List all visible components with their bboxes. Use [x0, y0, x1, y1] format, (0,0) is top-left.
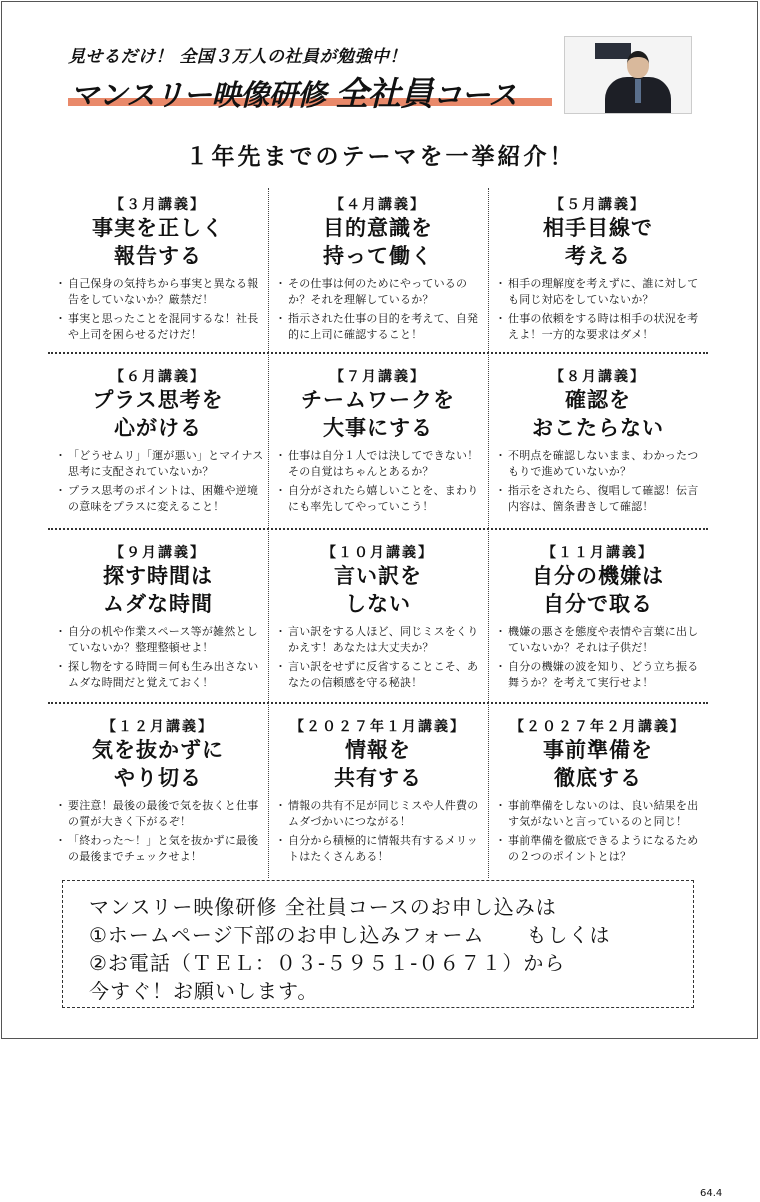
lecture-points	[278, 448, 486, 518]
lecture-point: ・ 事前準備を徹底できるようになるための２つのポイントとは？	[498, 833, 706, 865]
apply-line-1: マンスリー映像研修 全社員コースのお申し込みは	[89, 895, 557, 919]
lecturer-head	[627, 51, 649, 78]
lecture-theme	[488, 386, 708, 442]
lecture-theme-line-1: 確認を	[565, 388, 631, 412]
page-title	[70, 68, 517, 115]
title-main: マンスリー映像研修	[70, 78, 336, 112]
lecture-theme-line-2: おこたらない	[532, 416, 664, 440]
lecture-point: ・ 事実と思ったことを混同するな！社長や上司を困らせるだけだ！	[58, 311, 266, 343]
lecture-point: ・ その仕事は何のためにやっているのか？それを理解しているか？	[278, 276, 486, 308]
lecture-theme	[488, 562, 708, 618]
lecture-point: ・ 自己保身の気持ちから事実と異なる報告をしていないか？厳禁だ！	[58, 276, 266, 308]
lecture-point: ・ 「終わった～！」と気を抜かずに最後の最後までチェックせよ！	[58, 833, 266, 865]
lecture-card	[268, 538, 488, 714]
lecture-points	[498, 798, 706, 868]
lecturer-video-thumbnail	[564, 36, 692, 114]
lecture-points	[278, 798, 486, 868]
lecture-month: 【１０月講義】	[322, 545, 434, 561]
lecture-card	[48, 190, 268, 366]
lecture-month: 【１１月講義】	[542, 545, 654, 561]
lecture-point: ・ 事前準備をしないのは、良い結果を出す気がないと言っているのと同じ！	[498, 798, 706, 830]
lecture-theme-line-2: 徹底する	[554, 766, 642, 790]
lecture-theme-line-2: 大事にする	[323, 416, 433, 440]
apply-line-4: 今すぐ！お願いします。	[89, 979, 319, 1003]
lecture-month: 【５月講義】	[550, 197, 646, 213]
lecture-point: ・ 機嫌の悪さを態度や表情や言葉に出していないか？それは子供だ！	[498, 624, 706, 656]
lecture-theme-line-1: 探す時間は	[103, 564, 213, 588]
tagline: 見せるだけ！ 全国３万人の社員が勉強中！	[68, 47, 407, 67]
lecture-card	[268, 190, 488, 366]
lecture-theme	[488, 214, 708, 270]
lecture-theme-line-2: 共有する	[334, 766, 422, 790]
lecture-month: 【９月講義】	[110, 545, 206, 561]
lecture-theme-line-2: 持って働く	[323, 244, 433, 268]
lecture-theme	[48, 386, 268, 442]
lecture-point: ・ 不明点を確認しないまま、わかったつもりで進めていないか？	[498, 448, 706, 480]
lecture-card	[488, 190, 708, 366]
lecture-point: ・ 指示をされたら、復唱して確認！伝言内容は、箇条書きして確認！	[498, 483, 706, 515]
lecture-month: 【６月講義】	[110, 369, 206, 385]
lecture-card	[488, 538, 708, 714]
lecture-point: ・ 仕事の依頼をする時は相手の状況を考えよ！一方的な要求はダメ！	[498, 311, 706, 343]
lecturer-tie	[635, 79, 641, 103]
lecture-point: ・ 言い訳をする人ほど、同じミスをくりかえす！あなたは大丈夫か？	[278, 624, 486, 656]
lecture-theme-line-2: 心がける	[114, 416, 202, 440]
lecture-points	[498, 448, 706, 518]
apply-line-2: ①ホームページ下部のお申し込みフォーム もしくは	[89, 923, 611, 947]
lecture-points	[498, 276, 706, 346]
lecture-points	[58, 448, 266, 518]
lecture-theme-line-2: 報告する	[114, 244, 202, 268]
lecture-point: ・ 自分から積極的に情報共有するメリットはたくさんある！	[278, 833, 486, 865]
lecture-theme-line-2: やり切る	[114, 766, 202, 790]
lecture-theme-line-2: しない	[345, 592, 411, 616]
lecture-point: ・ 仕事は自分１人では決してできない！その自覚はちゃんとあるか？	[278, 448, 486, 480]
lecture-month: 【３月講義】	[110, 197, 206, 213]
page-number: 64.4	[700, 1188, 723, 1199]
lecture-theme-line-1: 事実を正しく	[92, 216, 224, 240]
lecture-theme	[48, 214, 268, 270]
lecture-theme-line-2: ムダな時間	[103, 592, 213, 616]
lecture-theme	[48, 562, 268, 618]
lecture-theme	[268, 214, 488, 270]
application-box	[62, 880, 694, 1008]
lecture-point: ・ 自分がされたら嬉しいことを、まわりにも率先してやっていこう！	[278, 483, 486, 515]
lecture-theme	[488, 736, 708, 792]
lecture-card	[48, 362, 268, 538]
lecture-card	[268, 712, 488, 888]
lecture-point: ・ 言い訳をせずに反省することこそ、あなたの信頼感を守る秘訣！	[278, 659, 486, 691]
lecture-points	[278, 624, 486, 694]
lecture-theme-line-1: プラス思考を	[92, 388, 224, 412]
section-heading: １年先までのテーマを一挙紹介！	[185, 144, 576, 170]
apply-line-3: ②お電話（ＴＥＬ：０３-５９５１-０６７１）から	[89, 951, 566, 975]
lecture-card	[268, 362, 488, 538]
lecture-theme	[48, 736, 268, 792]
lecture-card	[48, 538, 268, 714]
lecture-theme-line-1: 気を抜かずに	[92, 738, 224, 762]
lecture-card	[488, 362, 708, 538]
lecture-theme-line-1: 事前準備を	[543, 738, 653, 762]
lecture-point: ・ 自分の機嫌の波を知り、どう立ち振る舞うか？を考えて実行せよ！	[498, 659, 706, 691]
lecture-theme-line-1: 言い訳を	[334, 564, 422, 588]
lecture-points	[498, 624, 706, 694]
title-block	[68, 68, 552, 113]
lecture-card	[48, 712, 268, 888]
lecture-points	[278, 276, 486, 346]
lecture-card	[488, 712, 708, 888]
lecture-points	[58, 276, 266, 346]
lecture-theme-line-1: 相手目線で	[543, 216, 653, 240]
lecture-point: ・ 指示された仕事の目的を考えて、自発的に上司に確認すること！	[278, 311, 486, 343]
lecture-month: 【１２月講義】	[102, 719, 214, 735]
lecture-month: 【７月講義】	[330, 369, 426, 385]
lecture-point: ・ 相手の理解度を考えずに、誰に対しても同じ対応をしていないか？	[498, 276, 706, 308]
lecture-point: ・ 情報の共有不足が同じミスや人件費のムダづかいにつながる！	[278, 798, 486, 830]
lecture-theme	[268, 736, 488, 792]
lecture-theme-line-1: 自分の機嫌は	[532, 564, 664, 588]
lecture-theme	[268, 562, 488, 618]
lecture-point: ・ 探し物をする時間＝何も生み出さないムダな時間だと覚えておく！	[58, 659, 266, 691]
lecture-theme-line-1: 情報を	[345, 738, 411, 762]
lecture-theme-line-1: チームワークを	[301, 388, 455, 412]
video-sign	[595, 43, 631, 59]
lecture-theme-line-2: 考える	[565, 244, 631, 268]
lecture-theme-line-2: 自分で取る	[543, 592, 653, 616]
lecture-point: ・ 「どうせムリ」「運が悪い」とマイナス思考に支配されていないか？	[58, 448, 266, 480]
lecture-month: 【２０２７年２月講義】	[510, 719, 686, 735]
lecture-month: 【４月講義】	[330, 197, 426, 213]
lecture-points	[58, 798, 266, 868]
lecture-month: 【８月講義】	[550, 369, 646, 385]
title-tail: コース	[432, 78, 517, 112]
lecture-point: ・ プラス思考のポイントは、困難や逆境の意味をプラスに変えること！	[58, 483, 266, 515]
lecture-point: ・ 要注意！最後の最後で気を抜くと仕事の質が大きく下がるぞ！	[58, 798, 266, 830]
lecture-point: ・ 自分の机や作業スペース等が雑然としていないか？整理整頓せよ！	[58, 624, 266, 656]
title-emphasis: 全社員	[335, 74, 433, 113]
lecture-theme-line-1: 目的意識を	[323, 216, 433, 240]
lecture-month: 【２０２７年１月講義】	[290, 719, 466, 735]
lecture-points	[58, 624, 266, 694]
lecture-theme	[268, 386, 488, 442]
